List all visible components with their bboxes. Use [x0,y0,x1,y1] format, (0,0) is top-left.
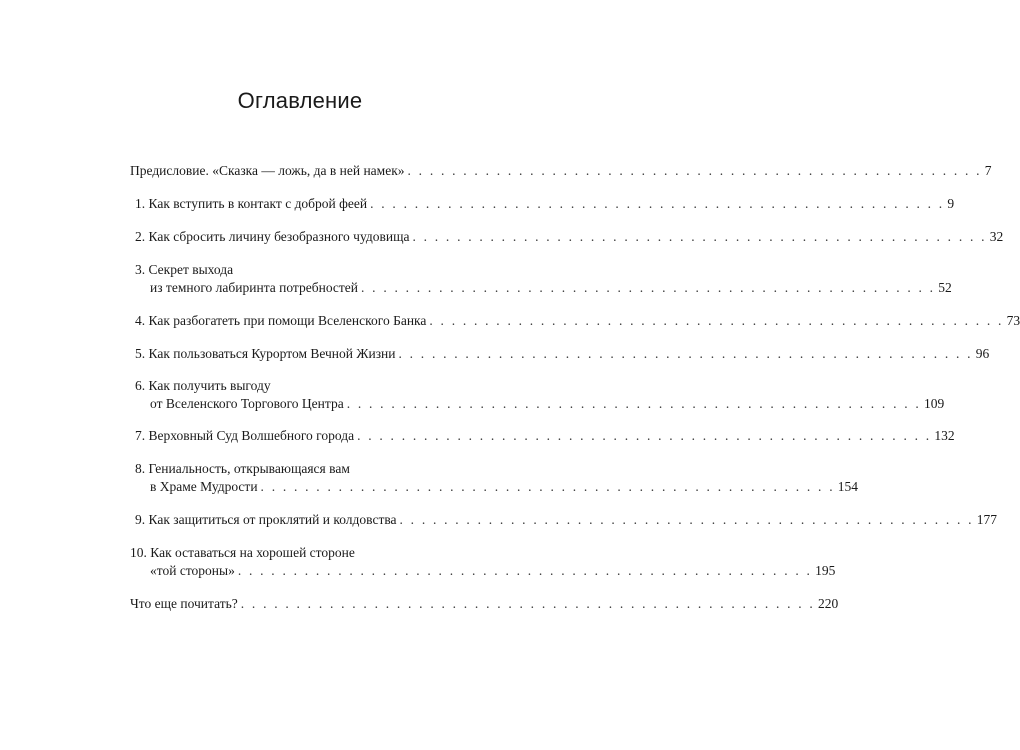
toc-page-number: 109 [923,396,945,411]
toc-entry [130,512,998,530]
dot-leader: . . . . . . . . . . . . . . . . . . . . . . . . . . . . . . . . . . . . . . . . . . . . . . . . . . . . [399,512,974,527]
toc-entry-title [130,596,839,614]
toc-entry-title [130,262,490,280]
dot-leader: . . . . . . . . . . . . . . . . . . . . . . . . . . . . . . . . . . . . . . . . . . . . . . . . . . . . [370,196,945,211]
dot-leader: . . . . . . . . . . . . . . . . . . . . . . . . . . . . . . . . . . . . . . . . . . . . . . . . . . . . [429,313,1004,328]
toc-entry-text: 8. Гениальность, открывающаяся вам [135,461,350,476]
toc-page-number: 9 [947,196,955,211]
toc-page-number: 177 [976,512,998,527]
toc-entry [130,428,955,446]
toc-entry-title [130,461,490,479]
dot-leader: . . . . . . . . . . . . . . . . . . . . . . . . . . . . . . . . . . . . . . . . . . . . . . . . . . . . [260,479,835,494]
toc-entry-title [130,313,1020,331]
dot-leader: . . . . . . . . . . . . . . . . . . . . . . . . . . . . . . . . . . . . . . . . . . . . . . . . . . . . [398,346,973,361]
toc-entry-text: 9. Как защититься от проклятий и колдовства [135,512,397,527]
toc-entry-text: 2. Как сбросить личину безобразного чудовища [135,229,410,244]
toc-page-number: 7 [984,163,992,178]
page-title: Оглавление [237,88,363,113]
toc-page-number: 132 [934,428,955,443]
toc-entry-text: 7. Верховный Суд Волшебного города [135,428,355,443]
toc-entry-title [130,512,998,530]
toc-entry-text: из темного лабиринта потребностей [150,280,359,295]
toc-entry-text: «той стороны» [150,563,235,578]
toc-entry-continuation [130,563,836,581]
toc-entry [130,545,836,581]
dot-leader: . . . . . . . . . . . . . . . . . . . . . . . . . . . . . . . . . . . . . . . . . . . . . . . . . . . . [407,163,982,178]
toc-entry-text: 5. Как пользоваться Курортом Вечной Жизни [135,346,396,361]
toc-entry-title [130,428,955,446]
dot-leader: . . . . . . . . . . . . . . . . . . . . . . . . . . . . . . . . . . . . . . . . . . . . . . . . . . . . [357,428,932,443]
toc-page-number: 220 [818,596,839,611]
toc-entry-text: 6. Как получить выгоду [135,378,271,393]
toc-entry-title [130,229,1004,247]
toc-entry [130,461,859,497]
toc-entry-text: 4. Как разбогатеть при помощи Вселенского Банка [135,313,427,328]
toc-entry [130,163,992,181]
toc-page-number: 73 [1006,313,1020,328]
toc-entry-continuation [130,396,945,414]
toc-page-number: 32 [989,229,1004,244]
toc-entry-text: от Вселенского Торгового Центра [150,396,344,411]
toc-entry-text: 3. Секрет выхода [135,262,234,277]
toc-page-number: 154 [837,479,859,494]
toc-entry [130,196,955,214]
toc-entry [130,229,1004,247]
toc-entry-title [130,346,990,364]
dot-leader: . . . . . . . . . . . . . . . . . . . . . . . . . . . . . . . . . . . . . . . . . . . . . . . . . . . . [237,563,813,578]
toc-page-number: 52 [938,280,952,295]
dot-leader: . . . . . . . . . . . . . . . . . . . . . . . . . . . . . . . . . . . . . . . . . . . . . . . . . . . . [240,596,816,611]
toc-entry-title [130,545,490,563]
dot-leader: . . . . . . . . . . . . . . . . . . . . . . . . . . . . . . . . . . . . . . . . . . . . . . . . . . . . [412,229,987,244]
toc-entry [130,313,1020,331]
toc-entry-text: 1. Как вступить в контакт с доброй феей [135,196,368,211]
toc-entry-text: 10. Как оставаться на хорошей стороне [130,545,355,560]
toc-page-number: 96 [975,346,990,361]
dot-leader: . . . . . . . . . . . . . . . . . . . . . . . . . . . . . . . . . . . . . . . . . . . . . . . . . . . . [361,280,936,295]
toc-entry-text: в Храме Мудрости [150,479,258,494]
toc-entry [130,378,945,414]
dot-leader: . . . . . . . . . . . . . . . . . . . . . . . . . . . . . . . . . . . . . . . . . . . . . . . . . . . . [346,396,921,411]
toc-page-number: 195 [815,563,836,578]
toc-entry-title [130,378,490,396]
toc-entry-continuation [130,479,859,497]
toc-entry-title [130,196,955,214]
toc-entry [130,346,990,364]
toc-entry-text: Что еще почитать? [130,596,238,611]
toc-entry [130,262,952,298]
toc-entry [130,596,839,614]
toc-entry-text: Предисловие. «Сказка — ложь, да в ней намек» [130,163,405,178]
toc-entry-title [130,163,992,181]
toc-entry-continuation [130,280,952,298]
